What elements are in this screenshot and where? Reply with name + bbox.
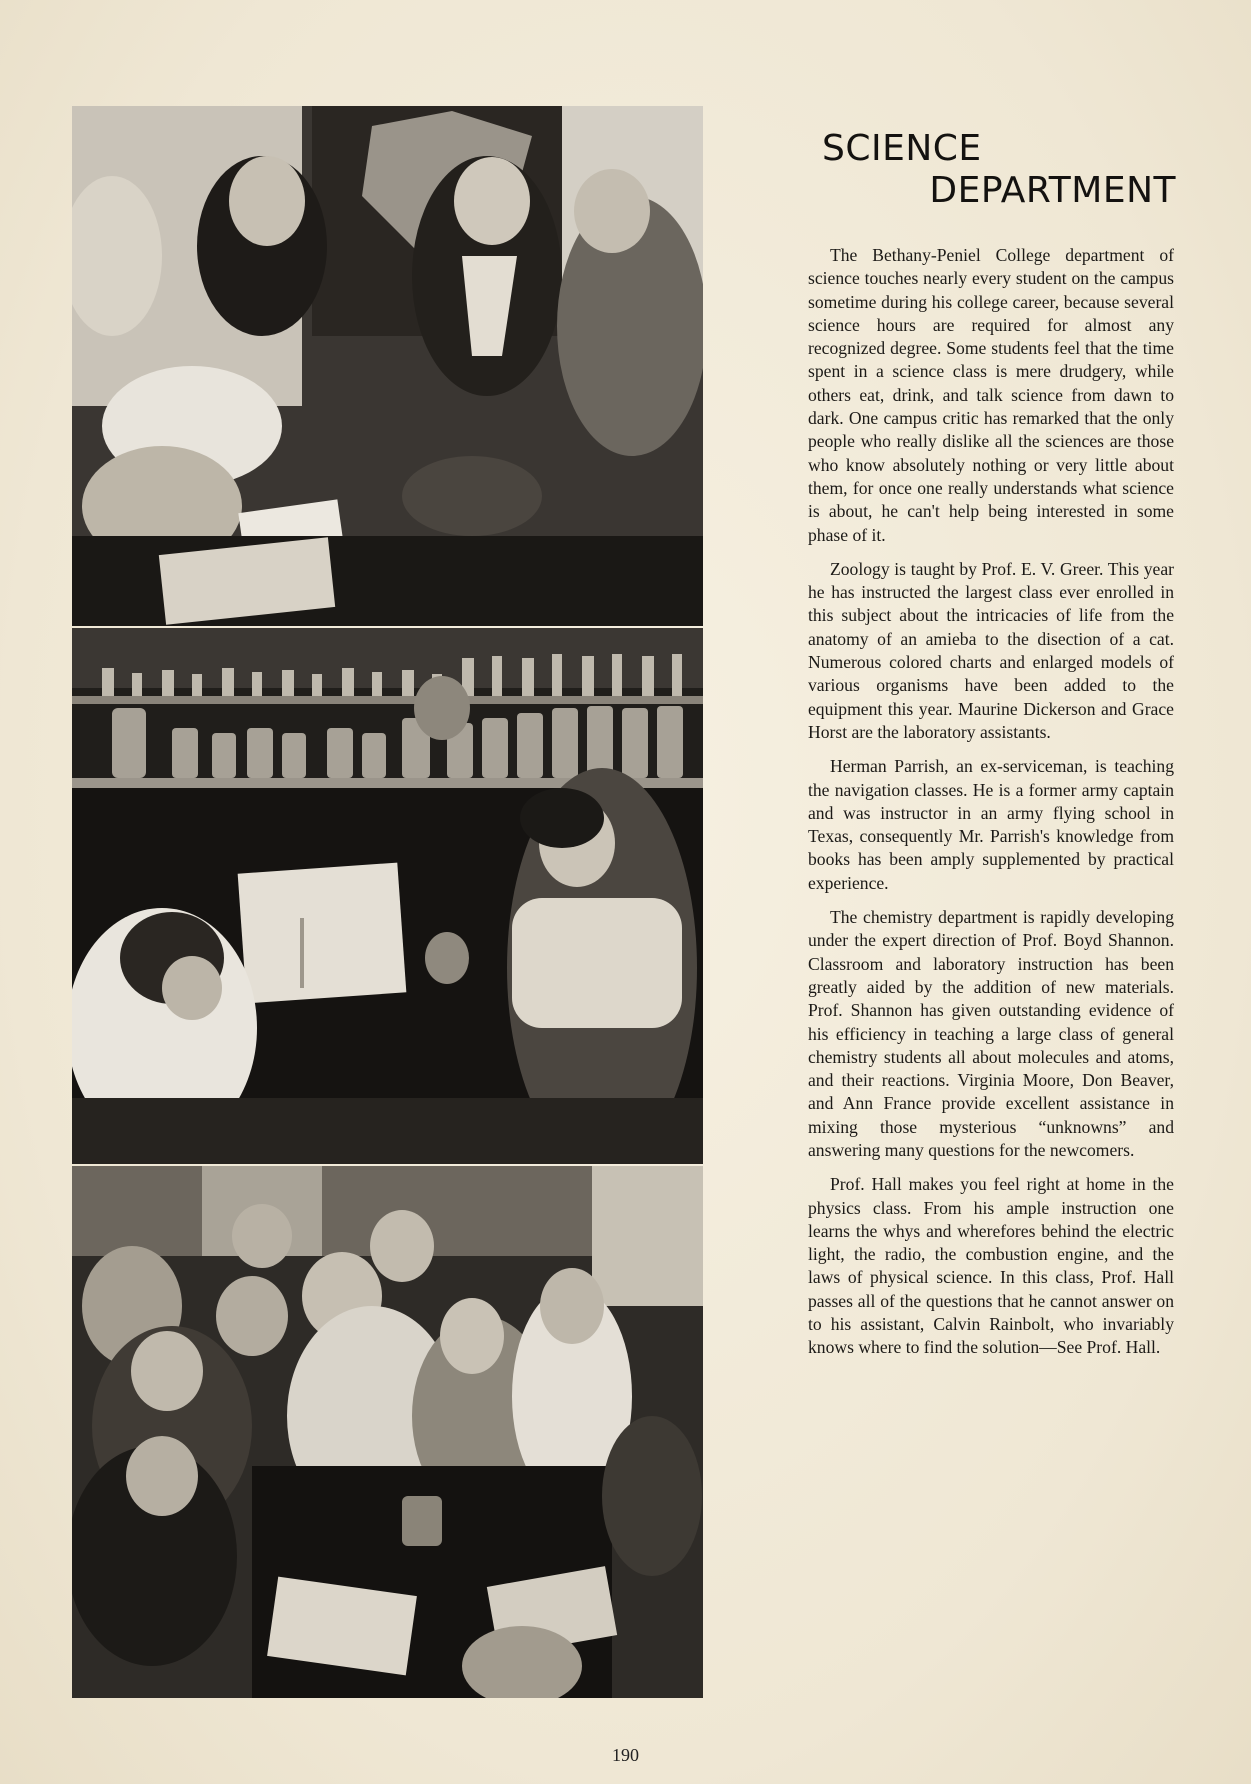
zoology-class-photo: [72, 106, 703, 626]
article-column: [808, 128, 1174, 1371]
page-number: 190: [612, 1745, 639, 1765]
physics-class-photo: [72, 1166, 703, 1698]
paragraph-physics: Prof. Hall makes you feel right at home in the physics class. From his ample instruction one learns the whys and wherefores behind the electric light, the radio, the combustion engine, and the laws of physical science. In this class, Prof. Hall passes all of the questions that he cannot answer on to his assistant, Calvin Rainbolt, who invariably knows where to find the solution—See Prof. Hall.: [808, 1174, 1174, 1358]
paragraph-intro: The Bethany-Peniel College department of science touches nearly every student on the campus sometime during his college career, because several science hours are required for almost any recognized degree. Some students feel that the time spent in a science class is mere drudgery, while others eat, drink, and talk science from dawn to dark. One campus critic has remarked that the only people who really dislike all the sciences are those who know absolutely nothing or very little about them, for once one really understands what science is about, he can't help being interested in some phase of it.: [808, 245, 1174, 545]
page-title: [808, 128, 1174, 212]
paragraph-chemistry: The chemistry department is rapidly developing under the expert direction of Prof. Boyd Shannon. Classroom and laboratory instruction has been greatly aided by the addition of new materials. Prof. Shannon has given outstanding evidence of his efficiency in teaching a large class of general chemistry students all about molecules and atoms, and their reactions. Virginia Moore, Don Beaver, and Ann France provide excellent assistance in mixing those mysterious “unknowns” and answering many questions for the newcomers.: [808, 907, 1174, 1160]
page-title-line-1: SCIENCE: [822, 128, 982, 169]
chemistry-lab-photo: [72, 628, 703, 1164]
paragraph-navigation: Herman Parrish, an ex-serviceman, is teaching the navigation classes. He is a former army captain and was instructor in an army flying school in Texas, consequently Mr. Parrish's knowledge from books has been amply supplemented by practical experience.: [808, 756, 1174, 893]
page-title-line-2: DEPARTMENT: [929, 170, 1176, 211]
photo-column: [72, 106, 703, 1698]
paragraph-zoology: Zoology is taught by Prof. E. V. Greer. This year he has instructed the largest class ever enrolled in this subject about the intricacies of life from the anatomy of an amieba to the disection of a cat. Numerous colored charts and enlarged models of various organisms have been added to the equipment this year. Maurine Dickerson and Grace Horst are the laboratory assistants.: [808, 558, 1174, 742]
article-body: [808, 244, 1174, 1360]
